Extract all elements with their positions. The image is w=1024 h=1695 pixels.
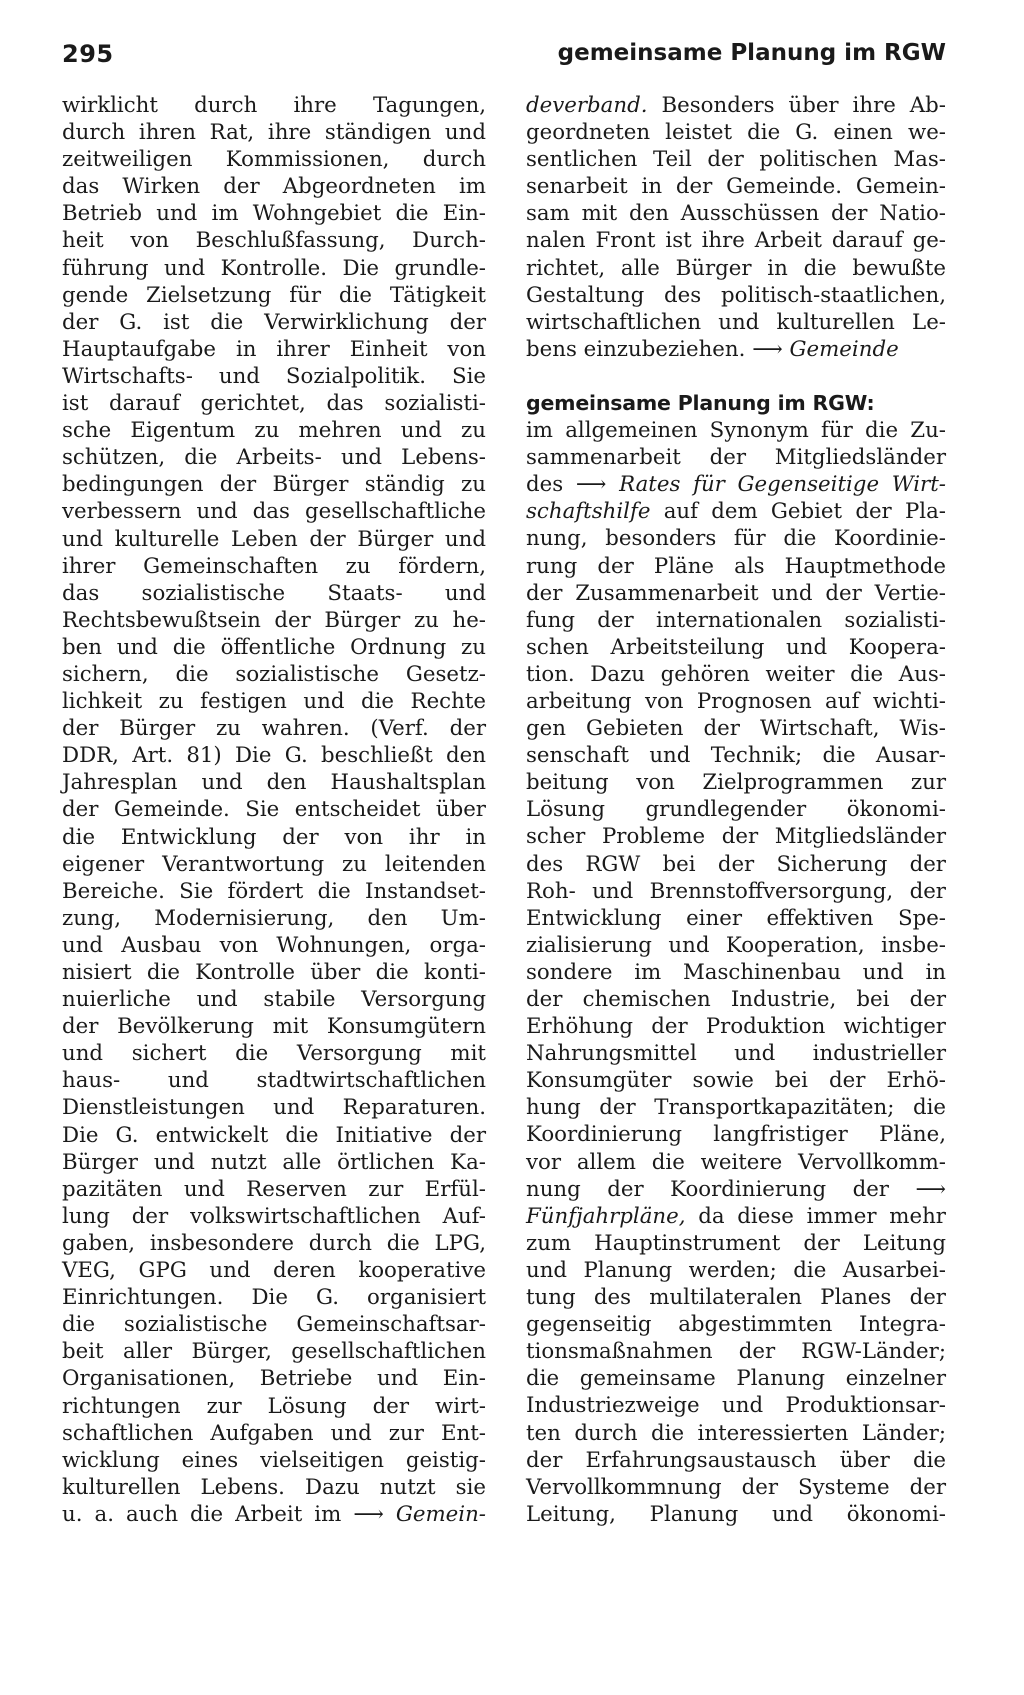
cross-reference-continuation[interactable]: deverband.: [526, 93, 648, 118]
text-line: Leitung, Planung und ökonomi-: [526, 1501, 946, 1527]
text-line: der Erfahrungsaustausch über die: [526, 1447, 946, 1473]
text-line: Einrichtungen. Die G. organisiert: [62, 1285, 486, 1311]
text-line: zeitweiligen Kommissionen, durch: [62, 147, 486, 173]
cross-reference-arrow-icon: ⟶: [915, 1176, 946, 1202]
text-line: gen Gebieten der Wirtschaft, Wis-: [526, 716, 946, 742]
text-line: ben und die öffentliche Ordnung zu: [62, 634, 486, 660]
text-line: Roh- und Brennstoffversorgung, der: [526, 878, 946, 904]
text-line: Organisationen, Betriebe und Ein-: [62, 1366, 486, 1392]
text-line: [526, 1203, 946, 1230]
text-line: bedingungen der Bürger ständig zu: [62, 472, 486, 498]
text-line: Koordinierung langfristiger Pläne,: [526, 1122, 946, 1148]
text-line: fung der internationalen sozialisti-: [526, 607, 946, 633]
text-line: richtungen zur Lösung der wirt-: [62, 1393, 486, 1419]
text-line: nung, besonders für die Koordinie-: [526, 526, 946, 552]
text-line: Bürger und nutzt alle örtlichen Ka-: [62, 1149, 486, 1175]
text-line: Hauptaufgabe in ihrer Einheit von: [62, 336, 486, 362]
text-line: nalen Front ist ihre Arbeit darauf ge-: [526, 228, 946, 254]
text-line: und Planung werden; die Ausarbei-: [526, 1257, 946, 1283]
text-line: ihrer Gemeinschaften zu fördern,: [62, 553, 486, 579]
text-line: [62, 1501, 486, 1528]
text-line: die Entwicklung der von ihr in: [62, 824, 486, 850]
text-line: Wirtschafts- und Sozialpolitik. Sie: [62, 363, 486, 389]
text-line: heit von Beschlußfassung, Durch-: [62, 228, 486, 254]
text-line: und sichert die Versorgung mit: [62, 1041, 486, 1067]
cross-reference-link[interactable]: Fünfjahrpläne,: [526, 1203, 686, 1229]
cross-reference-link[interactable]: schaftshilfe: [526, 499, 651, 525]
text-line: Nahrungsmittel und industrieller: [526, 1041, 946, 1067]
text-line: sammenarbeit der Mitgliedsländer: [526, 445, 946, 471]
page-number: 295: [62, 40, 114, 68]
text-line: zialisierung und Kooperation, insbe-: [526, 932, 946, 958]
text-line: im allgemeinen Synonym für die Zu-: [526, 418, 946, 444]
text-line: DDR, Art. 81) Die G. beschließt den: [62, 743, 486, 769]
text-line: pazitäten und Reserven zur Erfül-: [62, 1176, 486, 1202]
text-line: wicklung eines vielseitigen geistig-: [62, 1447, 486, 1473]
text-line: geordneten leistet die G. einen we-: [526, 120, 946, 146]
cross-reference-link[interactable]: Rates für Gegenseitige Wirt-: [619, 472, 946, 498]
line-text: nung der Koordinierung der: [526, 1176, 889, 1202]
text-line: [526, 92, 946, 119]
text-line: der Bürger zu wahren. (Verf. der: [62, 716, 486, 742]
text-line: sentlichen Teil der politischen Mas-: [526, 147, 946, 173]
text-line: schützen, die Arbeits- und Lebens-: [62, 445, 486, 471]
text-line: der G. ist die Verwirklichung der: [62, 309, 486, 335]
text-line: tung des multilateralen Planes der: [526, 1285, 946, 1311]
text-line: Die G. entwickelt die Initiative der: [62, 1122, 486, 1148]
text-line: ist darauf gerichtet, das sozialisti-: [62, 391, 486, 417]
text-line: lichkeit zu festigen und die Rechte: [62, 689, 486, 715]
text-line: zum Hauptinstrument der Leitung: [526, 1230, 946, 1256]
text-line: das Wirken der Abgeordneten im: [62, 174, 486, 200]
text-line: nisiert die Kontrolle über die konti-: [62, 960, 486, 985]
text-line: VEG, GPG und deren kooperative: [62, 1258, 486, 1284]
text-line: eigener Verantwortung zu leitenden: [62, 851, 486, 877]
text-line: kulturellen Lebens. Dazu nutzt sie: [62, 1474, 486, 1500]
line-text: da diese immer mehr: [698, 1203, 946, 1229]
text-line: sam mit den Ausschüssen der Natio-: [526, 201, 946, 227]
text-line: [526, 336, 946, 363]
text-line: rung der Pläne als Hauptmethode: [526, 553, 946, 579]
text-line: das sozialistische Staats- und: [62, 580, 486, 606]
text-line: Konsumgüter sowie bei der Erhö-: [526, 1068, 946, 1094]
running-title: gemeinsame Planung im RGW: [557, 40, 946, 66]
text-line: arbeitung von Prognosen auf wichti-: [526, 688, 946, 714]
text-line: der Zusammenarbeit und der Vertie-: [526, 580, 946, 606]
text-line: Erhöhung der Produktion wichtiger: [526, 1014, 946, 1040]
text-line: die sozialistische Gemeinschaftsar-: [62, 1312, 486, 1338]
text-line: richtet, alle Bürger in die bewußte: [526, 255, 946, 281]
text-line: Rechtsbewußtsein der Bürger zu he-: [62, 607, 486, 633]
text-line: wirtschaftlichen und kulturellen Le-: [526, 309, 946, 335]
text-line: wirklicht durch ihre Tagungen,: [62, 93, 486, 118]
text-line: durch ihren Rat, ihre ständigen und: [62, 120, 486, 146]
text-line: gegenseitig abgestimmten Integra-: [526, 1312, 946, 1338]
text-line: Industriezweige und Produktionsar-: [526, 1393, 946, 1419]
text-line: lung der volkswirtschaftlichen Auf-: [62, 1203, 486, 1229]
text-line: senschaft und Technik; die Ausar-: [526, 743, 946, 769]
cross-reference-link[interactable]: Gemeinde: [789, 336, 899, 362]
text-line: [526, 471, 946, 498]
text-line: tionsmaßnahmen der RGW-Länder;: [526, 1339, 946, 1365]
text-line: und kulturelle Leben der Bürger und: [62, 526, 486, 552]
text-line: haus- und stadtwirtschaftlichen: [62, 1068, 486, 1094]
cross-reference-arrow-icon: ⟶: [575, 472, 607, 498]
text-line: Dienstleistungen und Reparaturen.: [62, 1095, 486, 1121]
text-line: sondere im Maschinenbau und in: [526, 959, 946, 985]
text-line: beitung von Zielprogrammen zur: [526, 770, 946, 796]
text-line: gaben, insbesondere durch die LPG,: [62, 1230, 486, 1256]
line-text: auf dem Gebiet der Pla-: [663, 499, 946, 525]
text-line: gende Zielsetzung für die Tätigkeit: [62, 282, 486, 308]
line-text: Besonders über ihre Ab-: [661, 93, 947, 118]
cross-reference-link[interactable]: Gemein-: [395, 1501, 486, 1527]
right-column: [526, 92, 946, 1528]
text-line: Lösung grundlegender ökonomi-: [526, 797, 946, 823]
text-line: Entwicklung einer effektiven Spe-: [526, 905, 946, 931]
text-line: der Bevölkerung mit Konsumgütern: [62, 1014, 486, 1040]
text-line: schaftlichen Aufgaben und zur Ent-: [62, 1420, 486, 1446]
entry-headword: gemeinsame Planung im RGW:: [526, 390, 875, 415]
text-line: scher Probleme der Mitgliedsländer: [526, 824, 946, 850]
text-line: sichern, die sozialistische Gesetz-: [62, 661, 486, 687]
text-line: zung, Modernisierung, den Um-: [62, 905, 486, 931]
text-line: senarbeit in der Gemeinde. Gemein-: [526, 174, 946, 200]
text-line: Gestaltung des politisch-staatlichen,: [526, 282, 946, 308]
text-line: der Gemeinde. Sie entscheidet über: [62, 797, 486, 823]
text-line: [526, 498, 946, 525]
text-line: hung der Transportkapazitäten; die: [526, 1095, 946, 1121]
text-line: [526, 1176, 946, 1203]
text-line: sche Eigentum zu mehren und zu: [62, 418, 486, 444]
line-text: bens einzubeziehen.: [526, 336, 746, 362]
line-text: des: [526, 472, 564, 498]
text-line: schen Arbeitsteilung und Koopera-: [526, 634, 946, 660]
text-line: beit aller Bürger, gesellschaftlichen: [62, 1339, 486, 1365]
text-line: ten durch die interessierten Länder;: [526, 1420, 946, 1446]
text-line: verbessern und das gesellschaftliche: [62, 499, 486, 525]
text-line: des RGW bei der Sicherung der: [526, 851, 946, 877]
text-line: der chemischen Industrie, bei der: [526, 987, 946, 1012]
text-line: die gemeinsame Planung einzelner: [526, 1366, 946, 1392]
text-line: tion. Dazu gehören weiter die Aus-: [526, 661, 946, 687]
text-line: Betrieb und im Wohngebiet die Ein-: [62, 201, 486, 227]
text-line: führung und Kontrolle. Die grundle-: [62, 255, 486, 281]
text-line: Vervollkommnung der Systeme der: [526, 1474, 946, 1500]
text-line: und Ausbau von Wohnungen, orga-: [62, 932, 486, 958]
line-text: u. a. auch die Arbeit im: [62, 1501, 342, 1527]
cross-reference-arrow-icon: ⟶: [353, 1501, 384, 1527]
cross-reference-arrow-icon: ⟶: [752, 336, 783, 362]
text-line: Bereiche. Sie fördert die Instandset-: [62, 878, 486, 904]
text-line: nuierliche und stabile Versorgung: [62, 987, 486, 1013]
left-column: [62, 92, 486, 1528]
text-line: Jahresplan und den Haushaltsplan: [62, 770, 486, 796]
text-line: vor allem die weitere Vervollkomm-: [526, 1149, 946, 1175]
